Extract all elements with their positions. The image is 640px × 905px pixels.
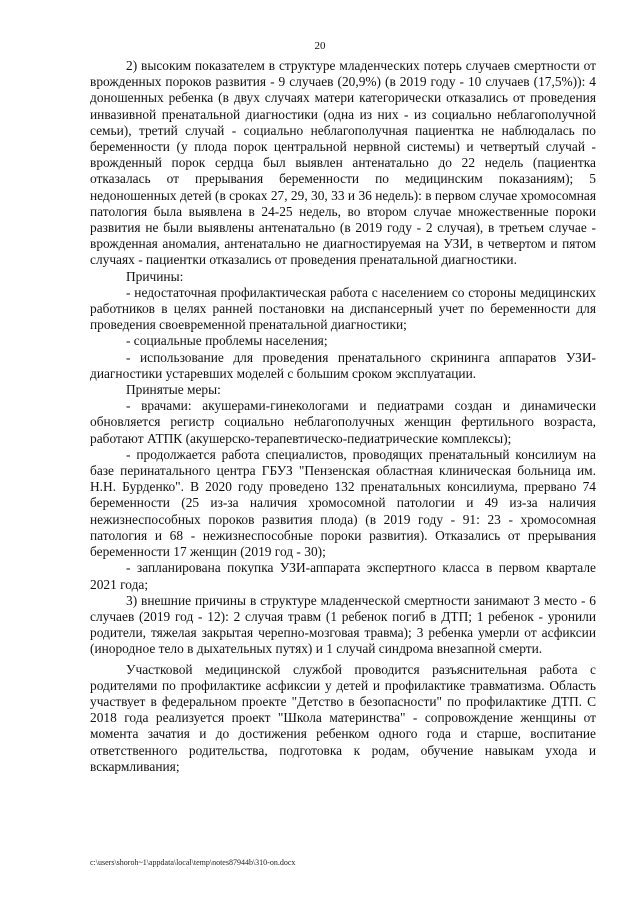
list-item-cause-social: - социальные проблемы населения; — [126, 333, 328, 349]
list-item-cause-prevention: - недостаточная профилактическая работа с населением со стороны медицинских работников в целях ранней постановки на диспансерный учет по беременности для проведения своевременной пренатальной диагностики; — [90, 284, 596, 333]
list-item-measure-ultrasound: - запланирована покупка УЗИ-аппарата экспертного класса в первом квартале 2021 года; — [90, 560, 596, 592]
paragraph-causes-heading: Причины: — [126, 268, 184, 284]
paragraph-congenital-malformations: 2) высоким показателем в структуре младенческих потерь случаев смертности от врожденных пороков развития - 9 случаев (20,9%) (в 2019 году - 10 случаев (17,5%)): 4 доношенных ребенка (в двух случаях матери категорически отказались от проведения инвазивной пренатальной диагностики (одна из них - из социально неблагополучной семьи), третий случай - социально неблагополучная пациентка не наблюдалась по беременности (у плода порок центральной нервной системы) и четвертый случай - врожденный порок сердца был выявлен антенатально до 22 недель (пациентка отказалась от прерывания беременности по медицинским показаниям); 5 недоношенных детей (в сроках 27, 29, 30, 33 и 36 недель): в первом случае хромосомная патология была выявлена в 24-25 недель, во втором случае множественные пороки развития не были выявлены антенатально (в 2019 году - 2 случая), в третьем случае - врожденная аномалия, антенатально не диагностируемая на УЗИ, в четвертом и пятом случаях - пациентки отказались от проведения пренатальной диагностики. — [90, 58, 596, 268]
paragraph-prevention-work: Участковой медицинской службой проводится разъяснительная работа с родителями по профилактике асфиксии у детей и профилактике травматизма. Область участвует в федеральном проекте "Детство в безопасности" по профилактике ДТП. С 2018 года реализуется проект "Школа материнства" - сопровождение женщины от момента зачатия и до достижения ребенком одного года и старше, воспитание ответственного родительства, подготовка к родам, обучение навыкам ухода и вскармливания; — [90, 661, 596, 774]
document-body — [90, 58, 596, 775]
page-number: 20 — [314, 40, 326, 52]
list-item-cause-equipment: - использование для проведения пренатального скрининга аппаратов УЗИ-диагностики устаревших моделей с большим сроком эксплуатации. — [90, 349, 596, 381]
paragraph-external-causes: 3) внешние причины в структуре младенческой смертности занимают 3 место - 6 случаев (2019 год - 12): 2 случая травм (1 ребенок погиб в ДТП; 1 ребенок - уронили родители, тяжелая закрытая черепно-мозговая травма); 3 ребенка умерли от асфиксии (инородное тело в дыхательных путях) и 1 случай синдрома внезапной смерти. — [90, 592, 596, 657]
list-item-measure-registry: - врачами: акушерами-гинекологами и педиатрами создан и динамически обновляется регистр социально неблагополучных женщин фертильного возраста, работают АТПК (акушерско-терапевтическо-педиатрические комплексы); — [90, 398, 596, 446]
paragraph-measures-heading: Принятые меры: — [126, 382, 221, 398]
footer-file-path: c:\users\shoroh~1\appdata\local\temp\notes87944b\310-on.docx — [90, 858, 296, 867]
list-item-measure-consilium: - продолжается работа специалистов, проводящих пренатальный консилиум на базе перинатального центра ГБУЗ "Пензенская областная клиническая больница им. Н.Н. Бурденко". В 2020 году проведено 132 пренатальных консилиума, прервано 74 беременности (25 из-за наличия хромосомной патологии и 49 из-за наличия нежизнеспособных пороков развития плода) (в 2019 году - 91: 23 - хромосомная патология и 68 - нежизнеспособные пороки развития). Отказались от прерывания беременности 17 женщин (2019 год - 30); — [90, 446, 596, 560]
